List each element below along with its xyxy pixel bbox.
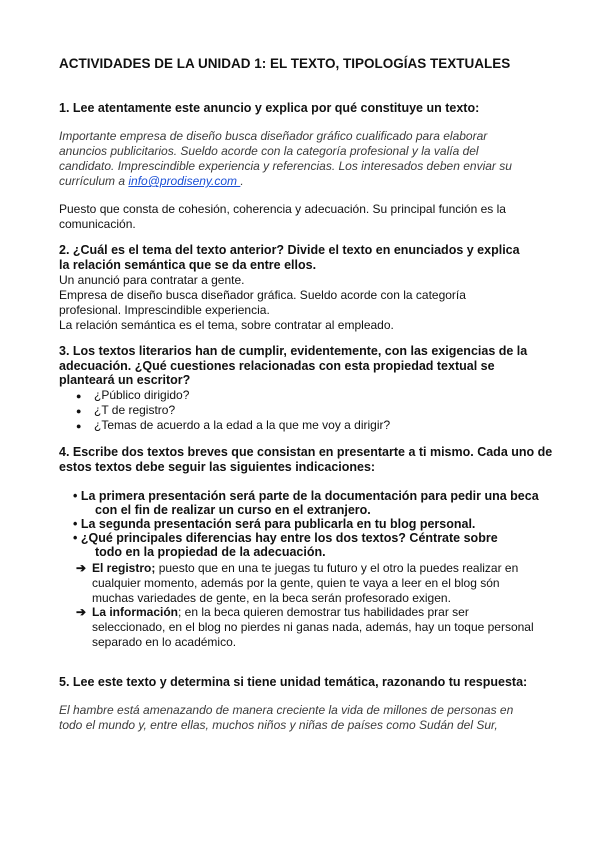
registro-line: muchas variedades de gente, en la beca serán profesorado exigen. (92, 591, 451, 605)
info-label: La información (92, 605, 179, 619)
answer-2-line: Empresa de diseño busca diseñador gráfica. Sueldo acorde con la categoría (59, 288, 466, 302)
question-1: 1. Lee atentamente este anuncio y explica por qué constituye un texto: (59, 101, 480, 115)
indication-line: • La segunda presentación será para publicarla en tu blog personal. (73, 517, 476, 531)
q5-text-line: El hambre está amenazando de manera creciente la vida de millones de personas en (59, 703, 514, 717)
registro-line (92, 561, 518, 576)
arrow-icon: ➔ (76, 561, 87, 575)
question-5: 5. Lee este texto y determina si tiene unidad temática, razonando tu respuesta: (59, 675, 528, 689)
question-3-line: adecuación. ¿Qué cuestiones relacionadas con esta propiedad textual se (59, 359, 495, 373)
indication-line: con el fin de realizar un curso en el extranjero. (95, 503, 371, 517)
info-line: separado en lo académico. (92, 635, 237, 649)
question-2-line: 2. ¿Cuál es el tema del texto anterior? Divide el texto en enunciados y explica (59, 243, 520, 257)
ad-text-fragment: currículum a (59, 174, 129, 188)
page-title: ACTIVIDADES DE LA UNIDAD 1: EL TEXTO, TIPOLOGÍAS TEXTUALES (59, 56, 511, 71)
registro-text: puesto que en una te juegas tu futuro y el otro la puedes realizar en (155, 561, 519, 575)
answer-2-line: La relación semántica es el tema, sobre contratar al empleado. (59, 318, 394, 332)
ad-text-line: Importante empresa de diseño busca diseñador gráfico cualificado para elaborar (59, 129, 488, 143)
question-3-line: planteará un escritor? (59, 373, 191, 387)
registro-line: cualquier momento, además por la gente, quien te vaya a leer en el blog són (92, 576, 500, 590)
answer-1-line: Puesto que consta de cohesión, coherencia y adecuación. Su principal función es la (59, 202, 506, 216)
arrow-icon: ➔ (76, 605, 87, 619)
q5-text-line: todo el mundo y, entre ellas, muchos niños y niñas de países como Sudán del Sur, (59, 718, 498, 732)
question-4-line: 4. Escribe dos textos breves que consistan en presentarte a ti mismo. Cada uno de (59, 445, 553, 459)
registro-label: El registro; (92, 561, 156, 575)
ad-text-line (59, 174, 244, 189)
indication-line: todo en la propiedad de la adecuación. (95, 545, 326, 559)
ad-text-line: candidato. Imprescindible experiencia y referencias. Los interesados deben enviar su (59, 159, 512, 173)
info-line: seleccionado, en el blog no pierdes ni ganas nada, además, hay un toque personal (92, 620, 534, 634)
bullet-item: ¿Público dirigido? (94, 388, 190, 402)
question-3-line: 3. Los textos literarios han de cumplir, evidentemente, con las exigencias de la (59, 344, 528, 358)
bullet-item: ¿T de registro? (94, 403, 176, 417)
bullet-icon: ● (76, 406, 82, 416)
ad-text-line: anuncios publicitarios. Sueldo acorde con la categoría profesional y la valía del (59, 144, 479, 158)
indication-line: • ¿Qué principales diferencias hay entre los dos textos? Céntrate sobre (73, 531, 498, 545)
question-2-line: la relación semántica que se da entre ellos. (59, 258, 317, 272)
info-line (92, 605, 469, 620)
email-link[interactable]: info@prodiseny.com (128, 174, 241, 188)
info-text: ; en la beca quieren demostrar tus habilidades prar ser (178, 605, 469, 619)
answer-2-line: Un anunció para contratar a gente. (59, 273, 245, 287)
bullet-item: ¿Temas de acuerdo a la edad a la que me voy a dirigir? (94, 418, 391, 432)
question-4-line: estos textos debe seguir las siguientes indicaciones: (59, 460, 376, 474)
bullet-icon: ● (76, 391, 82, 401)
answer-1-line: comunicación. (59, 217, 136, 231)
ad-text-end: . (240, 174, 244, 188)
answer-2-line: profesional. Imprescindible experiencia. (59, 303, 270, 317)
indication-line: • La primera presentación será parte de la documentación para pedir una beca (73, 489, 539, 503)
bullet-icon: ● (76, 421, 82, 431)
